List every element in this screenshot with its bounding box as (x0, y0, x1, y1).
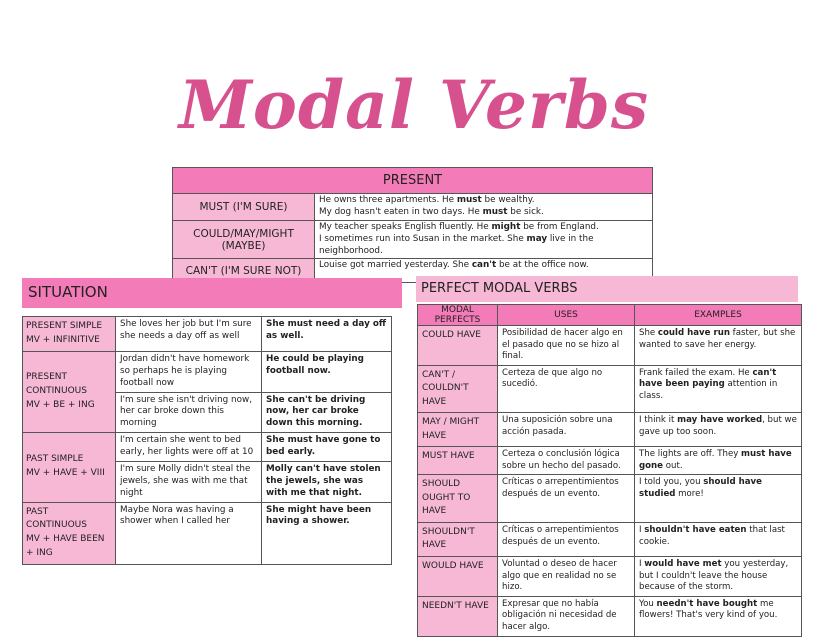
situation-conclusion: She must have gone to bed early. (262, 433, 392, 462)
example-cell: Frank failed the exam. He can't have been paying attention in class. (635, 365, 802, 413)
present-label: COULD/MAY/MIGHT (MAYBE) (173, 220, 315, 259)
example-cell: The lights are off. They must have gone out. (635, 447, 802, 475)
example-cell: I think it may have worked, but we gave up too soon. (635, 413, 802, 447)
example-line: Louise got married yesterday. She can't be at the office now. (319, 260, 589, 271)
table-row (418, 475, 802, 523)
situation-conclusion: Molly can't have stolen the jewels, she was with me that night. (262, 461, 392, 502)
modal-perfect-cell: MAY / MIGHT HAVE (418, 413, 498, 447)
table-row (23, 502, 392, 565)
present-header: PRESENT (173, 168, 653, 194)
tense-cell: PAST SIMPLE MV + HAVE + VIII (23, 433, 116, 502)
use-cell: Críticas o arrepentimientos después de un evento. (498, 475, 635, 523)
modal-perfect-cell: WOULD HAVE (418, 556, 498, 596)
use-cell: Una suposición sobre una acción pasada. (498, 413, 635, 447)
tense-cell: PRESENT SIMPLE MV + INFINITIVE (23, 317, 116, 352)
situation-conclusion: She might have been having a shower. (262, 502, 392, 565)
situation-sentence: Maybe Nora was having a shower when I called her (116, 502, 262, 565)
situation-conclusion: She can't be driving now, her car broke down this morning. (262, 392, 392, 433)
example-cell: I would have met you yesterday, but I couldn't leave the house because of the storm. (635, 556, 802, 596)
example-cell: You needn't have bought me flowers! That's very kind of you. (635, 596, 802, 636)
table-row (418, 522, 802, 556)
table-row (23, 317, 392, 352)
situation-sentence: Jordan didn't have homework so perhaps he is playing football now (116, 351, 262, 392)
situation-sentence: I'm sure Molly didn't steal the jewels, she was with me that night (116, 461, 262, 502)
example-line: I sometimes run into Susan in the market. She may live in the neighborhood. (319, 233, 594, 256)
example-cell: She could have run faster, but she wanted to save her energy. (635, 326, 802, 366)
example-line: He owns three apartments. He must be wealthy. (319, 195, 535, 205)
present-row (173, 194, 653, 221)
column-header: MODAL PERFECTS (418, 305, 498, 326)
situation-conclusion: She must need a day off as well. (262, 317, 392, 352)
situation-table (22, 316, 392, 565)
present-label: CAN'T (I'M SURE NOT) (173, 259, 315, 283)
use-cell: Certeza de que algo no sucedió. (498, 365, 635, 413)
situation-sentence: I'm sure she isn't driving now, her car broke down this morning (116, 392, 262, 433)
modal-perfect-cell: SHOULD OUGHT TO HAVE (418, 475, 498, 523)
table-header-row (418, 305, 802, 326)
situation-header: SITUATION (22, 278, 402, 308)
tense-cell: PAST CONTINUOUS MV + HAVE BEEN + ING (23, 502, 116, 565)
use-cell: Posibilidad de hacer algo en el pasado que no se hizo al final. (498, 326, 635, 366)
page-title: Modal Verbs (178, 66, 650, 144)
modal-perfect-cell: COULD HAVE (418, 326, 498, 366)
use-cell: Expresar que no había obligación ni necesidad de hacer algo. (498, 596, 635, 636)
present-table (172, 167, 653, 283)
table-row (23, 433, 392, 462)
use-cell: Certeza o conclusión lógica sobre un hecho del pasado. (498, 447, 635, 475)
present-examples (315, 194, 653, 221)
table-row (418, 556, 802, 596)
present-examples (315, 220, 653, 259)
use-cell: Críticas o arrepentimientos después de un evento. (498, 522, 635, 556)
modal-perfect-cell: NEEDN'T HAVE (418, 596, 498, 636)
column-header: EXAMPLES (635, 305, 802, 326)
perfect-modals-header: PERFECT MODAL VERBS (416, 276, 798, 302)
table-row (418, 596, 802, 636)
modal-perfect-cell: CAN'T / COULDN'T HAVE (418, 365, 498, 413)
example-line: My dog hasn't eaten in two days. He must be sick. (319, 206, 544, 217)
modal-perfect-cell: SHOULDN'T HAVE (418, 522, 498, 556)
column-header: USES (498, 305, 635, 326)
tense-cell: PRESENT CONTINUOUS MV + BE + ING (23, 351, 116, 432)
modal-perfect-cell: MUST HAVE (418, 447, 498, 475)
example-cell: I shouldn't have eaten that last cookie. (635, 522, 802, 556)
present-label: MUST (I'M SURE) (173, 194, 315, 221)
table-row (418, 413, 802, 447)
perfect-modals-table (417, 304, 802, 637)
example-cell: I told you, you should have studied more! (635, 475, 802, 523)
table-row (418, 365, 802, 413)
present-row (173, 220, 653, 259)
table-row (23, 351, 392, 392)
situation-sentence: I'm certain she went to bed early, her lights were off at 10 (116, 433, 262, 462)
situation-conclusion: He could be playing football now. (262, 351, 392, 392)
situation-sentence: She loves her job but I'm sure she needs a day off as well (116, 317, 262, 352)
table-row (418, 326, 802, 366)
table-row (418, 447, 802, 475)
example-line: My teacher speaks English fluently. He might be from England. (319, 221, 599, 232)
use-cell: Voluntad o deseo de hacer algo que en realidad no se hizo. (498, 556, 635, 596)
